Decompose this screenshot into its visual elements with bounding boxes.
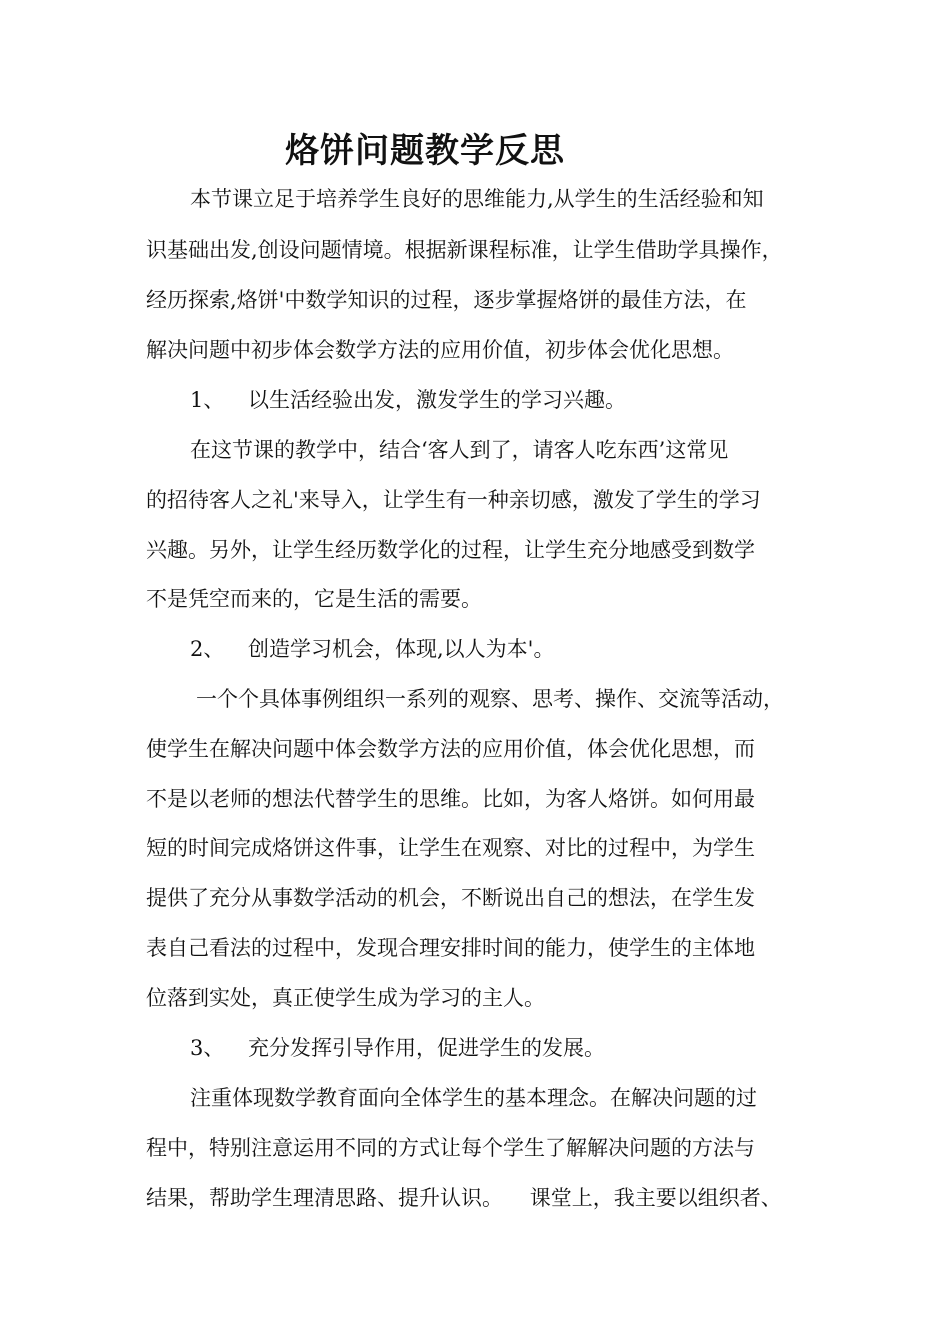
paragraph-line: 使学生在解决问题中体会数学方法的应用价值，体会优化思想，而 xyxy=(146,737,755,761)
paragraph-line: 解决问题中初步体会数学方法的应用价值，初步体会优化思想。 xyxy=(146,338,734,362)
section-number: 2、 xyxy=(190,637,225,661)
section-number: 3、 xyxy=(190,1036,225,1060)
section-heading-text: 以生活经验出发，激发学生的学习兴趣。 xyxy=(248,388,626,412)
section-heading-text: 充分发挥引导作用，促进学生的发展。 xyxy=(248,1036,605,1060)
paragraph-line: 识基础出发,创设问题情境。根据新课程标准，让学生借助学具操作， xyxy=(146,238,783,262)
document-title: 烙饼问题教学反思 xyxy=(285,131,565,171)
paragraph-line: 提供了充分从事数学活动的机会，不断说出自己的想法，在学生发 xyxy=(146,886,755,910)
paragraph-line: 位落到实处，真正使学生成为学习的主人。 xyxy=(146,986,545,1010)
section-heading-3 xyxy=(190,1033,605,1063)
paragraph-line: 表自己看法的过程中，发现合理安排时间的能力，使学生的主体地 xyxy=(146,936,755,960)
paragraph-line: 结果，帮助学生理清思路、提升认识。 课堂上，我主要以组织者、 xyxy=(146,1186,782,1210)
paragraph-line: 注重体现数学教育面向全体学生的基本理念。在解决问题的过 xyxy=(190,1086,757,1110)
section-heading-1 xyxy=(190,385,626,415)
section-heading-text: 创造学习机会，体现,以人为本'。 xyxy=(248,637,555,661)
paragraph-line: 不是凭空而来的，它是生活的需要。 xyxy=(146,587,482,611)
paragraph-line: 的招待客人之礼'来导入，让学生有一种亲切感，激发了学生的学习 xyxy=(146,488,761,512)
paragraph-line: 程中，特别注意运用不同的方式让每个学生了解解决问题的方法与 xyxy=(146,1136,755,1160)
section-heading-2 xyxy=(190,634,554,664)
paragraph-line: 一个个具体事例组织一系列的观察、思考、操作、交流等活动， xyxy=(196,687,784,711)
section-number: 1、 xyxy=(190,388,225,412)
paragraph-line: 本节课立足于培养学生良好的思维能力,从学生的生活经验和知 xyxy=(190,187,764,211)
paragraph-line: 经历探索,烙饼'中数学知识的过程，逐步掌握烙饼的最佳方法，在 xyxy=(146,288,747,312)
paragraph-line: 不是以老师的想法代替学生的思维。比如，为客人烙饼。如何用最 xyxy=(146,787,755,811)
paragraph-line: 在这节课的教学中，结合‘客人到了，请客人吃东西’这常见 xyxy=(190,438,729,462)
paragraph-line: 短的时间完成烙饼这件事，让学生在观察、对比的过程中，为学生 xyxy=(146,836,755,860)
paragraph-line: 兴趣。另外，让学生经历数学化的过程，让学生充分地感受到数学 xyxy=(146,538,755,562)
